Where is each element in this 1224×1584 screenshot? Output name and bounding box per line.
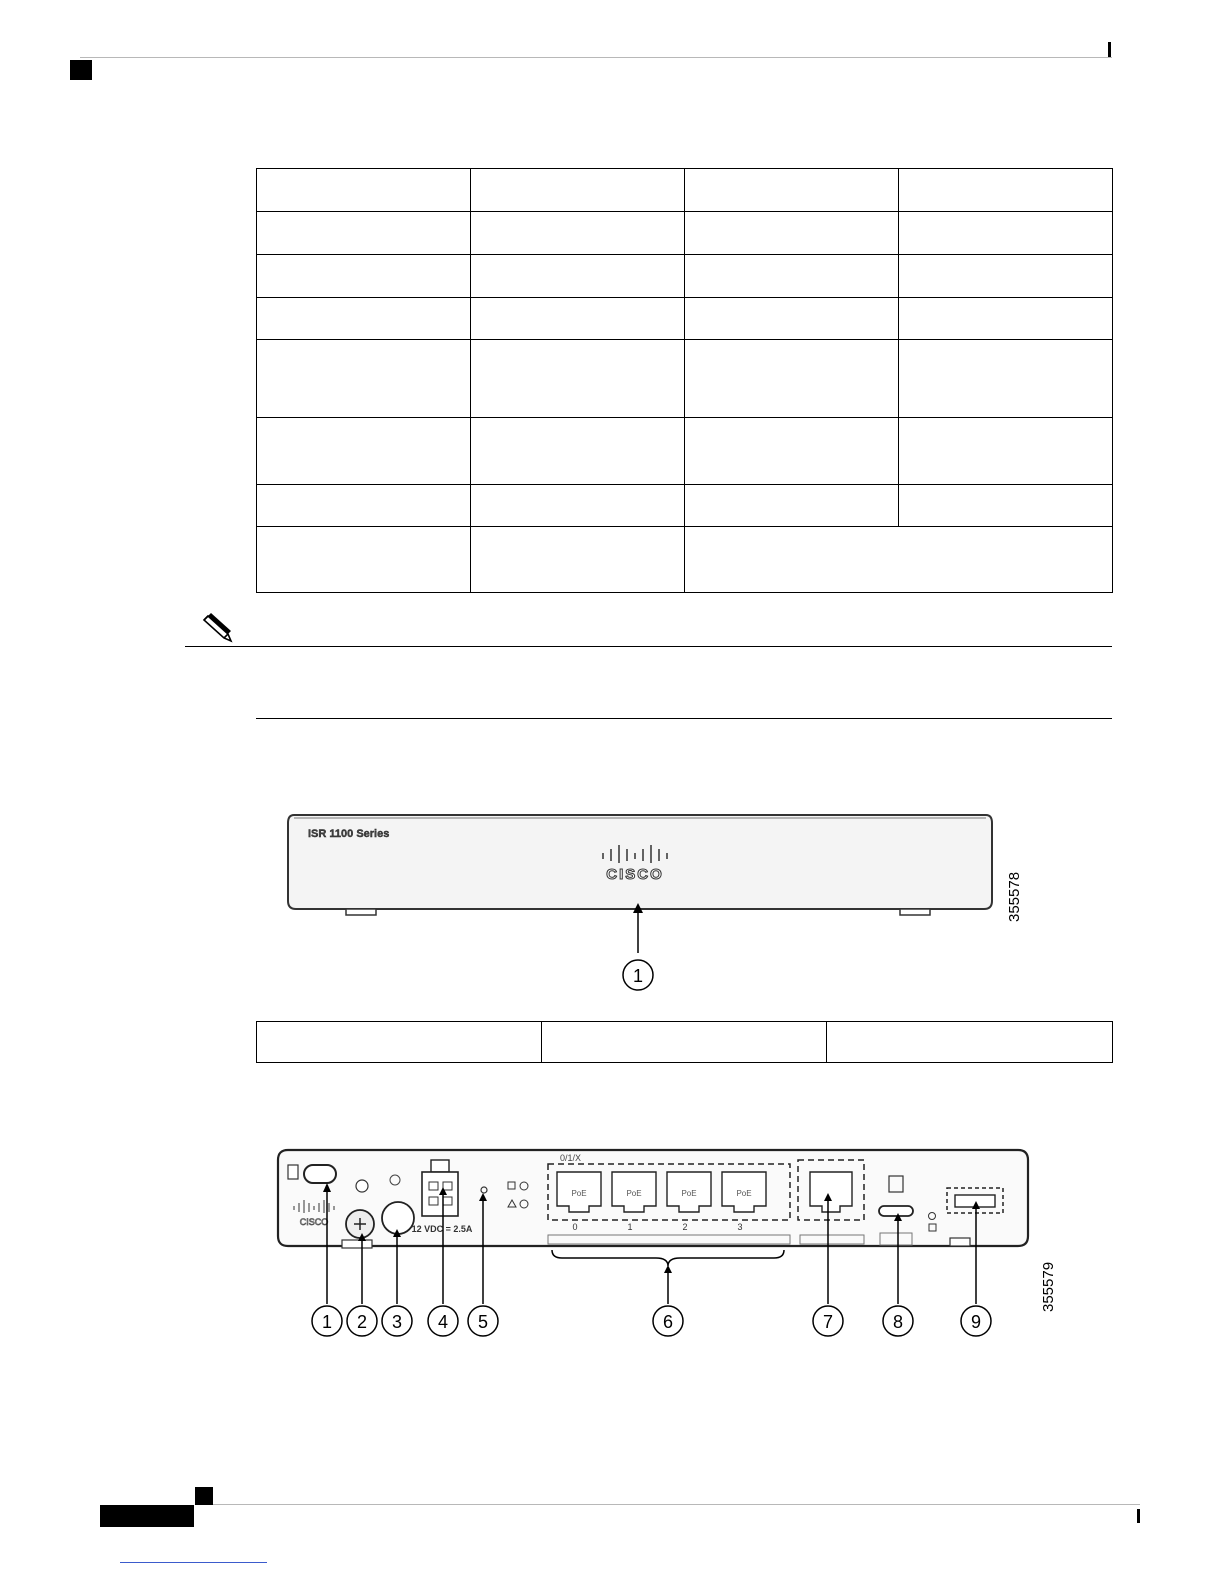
table-cell xyxy=(257,527,471,593)
table-cell xyxy=(899,169,1113,212)
table-row xyxy=(257,340,1113,418)
svg-text:2: 2 xyxy=(356,1312,368,1332)
table-cell xyxy=(899,255,1113,298)
table-row xyxy=(257,255,1113,298)
table-cell xyxy=(257,1022,542,1063)
table-cell xyxy=(471,418,685,485)
pencil-icon xyxy=(200,610,236,644)
table-cell xyxy=(685,418,899,485)
table-cell xyxy=(257,255,471,298)
rear-panel-figure xyxy=(270,1140,1050,1350)
table-cell xyxy=(685,255,899,298)
table-row xyxy=(257,527,1113,593)
figure-id-front: 355578 xyxy=(1006,871,1023,922)
table-cell xyxy=(685,340,899,418)
table-cell xyxy=(827,1022,1113,1063)
table-row xyxy=(257,1022,1113,1063)
callout-table xyxy=(256,1021,1113,1063)
table-row xyxy=(257,212,1113,255)
table-cell xyxy=(899,340,1113,418)
power-rating-label: 12 VDC = 2.5A xyxy=(411,1224,473,1234)
table-cell xyxy=(471,169,685,212)
table-cell xyxy=(471,485,685,527)
port-number: 1 xyxy=(627,1222,633,1232)
table-row xyxy=(257,298,1113,340)
poe-label: PoE xyxy=(736,1189,752,1198)
port-number: 3 xyxy=(737,1222,743,1232)
table-cell xyxy=(542,1022,827,1063)
table-row xyxy=(257,418,1113,485)
port-number: 2 xyxy=(682,1222,688,1232)
model-label: ISR 1100 Series xyxy=(308,828,390,840)
brand-label: CISCO xyxy=(606,866,664,883)
table-cell xyxy=(899,418,1113,485)
callout-7 xyxy=(813,1306,843,1336)
callout-3 xyxy=(382,1306,412,1336)
table-row xyxy=(257,485,1113,527)
table-cell xyxy=(685,485,899,527)
note-top-rule xyxy=(185,646,1112,647)
svg-text:3: 3 xyxy=(391,1312,403,1332)
footer-page-marker xyxy=(195,1487,213,1505)
callout-8 xyxy=(883,1306,913,1336)
table-cell xyxy=(257,212,471,255)
header-right-marker xyxy=(1108,42,1111,57)
footer-rule xyxy=(213,1504,1140,1505)
table-cell xyxy=(685,527,1113,593)
table-cell xyxy=(685,169,899,212)
footer-link-underline[interactable] xyxy=(120,1562,267,1563)
table-cell xyxy=(899,298,1113,340)
header-left-marker xyxy=(70,60,92,80)
table-cell xyxy=(257,298,471,340)
callout-5 xyxy=(468,1306,498,1336)
footer-page-tab xyxy=(100,1505,194,1527)
table-cell xyxy=(257,418,471,485)
svg-text:1: 1 xyxy=(321,1312,333,1332)
svg-text:4: 4 xyxy=(437,1312,449,1332)
svg-text:9: 9 xyxy=(970,1312,982,1332)
poe-label: PoE xyxy=(626,1189,642,1198)
callout-2 xyxy=(347,1306,377,1336)
callout-9 xyxy=(961,1306,991,1336)
poe-label: PoE xyxy=(681,1189,697,1198)
callout-1 xyxy=(312,1306,342,1336)
spec-table xyxy=(256,168,1113,593)
port-number: 0 xyxy=(572,1222,578,1232)
table-row xyxy=(257,169,1113,212)
front-panel-figure xyxy=(280,805,1000,1005)
svg-text:6: 6 xyxy=(662,1312,674,1332)
svg-text:8: 8 xyxy=(892,1312,904,1332)
table-cell xyxy=(899,485,1113,527)
callout-4 xyxy=(428,1306,458,1336)
svg-text:1: 1 xyxy=(632,966,644,986)
poe-label: PoE xyxy=(571,1189,587,1198)
header-rule xyxy=(80,57,1112,58)
footer-right-marker xyxy=(1137,1509,1140,1523)
svg-text:7: 7 xyxy=(822,1312,834,1332)
table-cell xyxy=(257,340,471,418)
note-bottom-rule xyxy=(256,718,1112,719)
callout-1 xyxy=(623,960,653,990)
table-cell xyxy=(257,485,471,527)
callout-6 xyxy=(653,1306,683,1336)
rear-brand-label: CISCO xyxy=(299,1217,329,1227)
port-group-label: 0/1/X xyxy=(560,1153,582,1163)
table-cell xyxy=(257,169,471,212)
table-cell xyxy=(471,527,685,593)
table-cell xyxy=(685,298,899,340)
table-cell xyxy=(471,340,685,418)
table-cell xyxy=(899,212,1113,255)
figure-id-rear: 355579 xyxy=(1040,1261,1057,1312)
table-cell xyxy=(471,212,685,255)
table-cell xyxy=(471,298,685,340)
table-cell xyxy=(685,212,899,255)
svg-text:5: 5 xyxy=(477,1312,489,1332)
table-cell xyxy=(471,255,685,298)
